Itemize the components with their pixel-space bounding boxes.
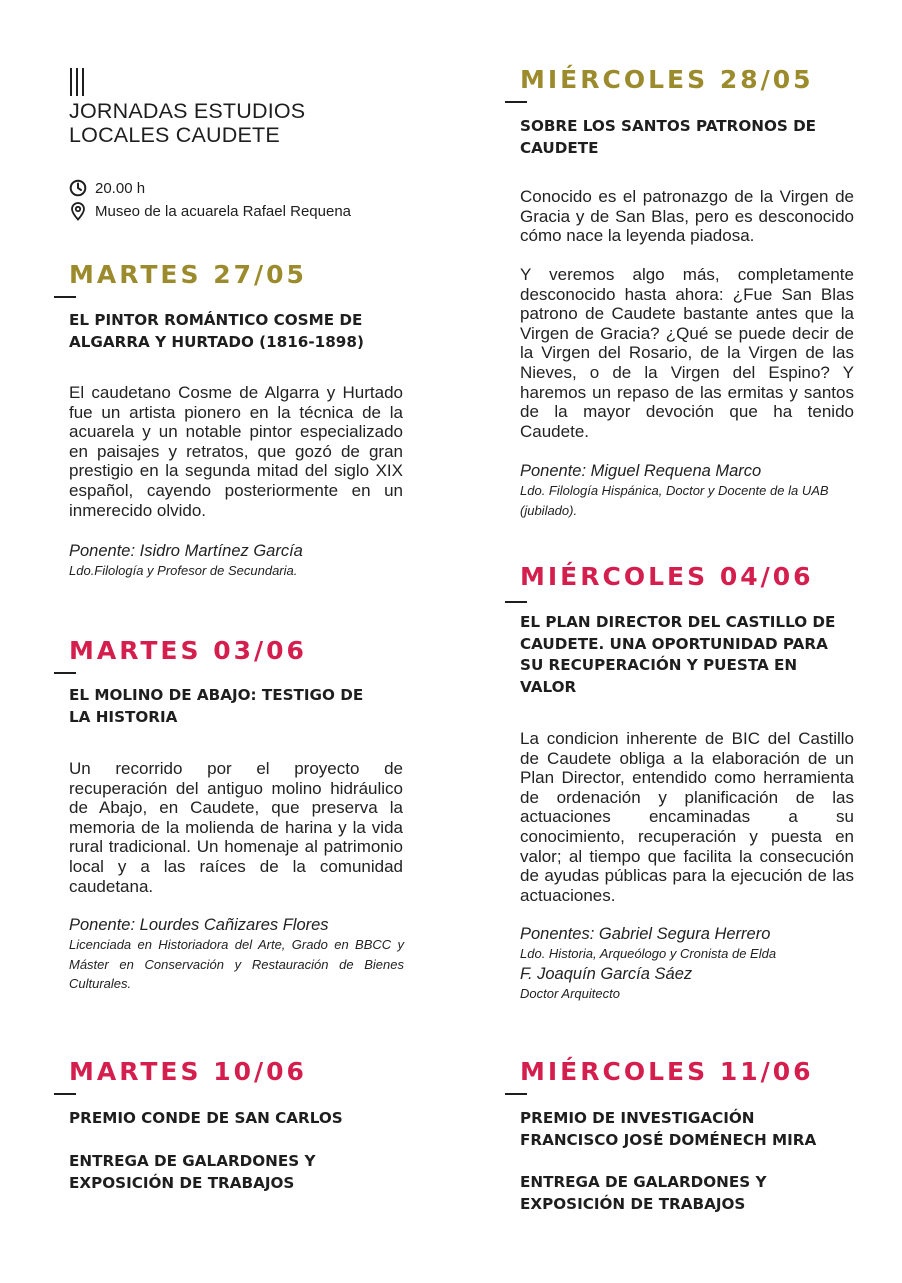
session-day: MARTES 10/06 [69, 1057, 307, 1086]
session-day: MIÉRCOLES 28/05 [520, 65, 814, 94]
event-location-text: Museo de la acuarela Rafael Requena [95, 202, 352, 220]
session-title-line: CAUDETE. UNA OPORTUNIDAD PARA [520, 634, 828, 653]
session-title-line: LA HISTORIA [69, 707, 178, 726]
speaker-name: Ponente: Isidro Martínez García [69, 542, 303, 560]
session-title-line: EL PLAN DIRECTOR DEL CASTILLO DE [520, 613, 836, 631]
session-subtitle-line: ENTREGA DE GALARDONES Y [69, 1152, 316, 1170]
session-speakers [69, 541, 409, 581]
speaker-name: F. Joaquín García Sáez [520, 964, 693, 983]
speaker-role: Ldo.Filología y Profesor de Secundaria. [69, 563, 298, 578]
roman-numeral-three [70, 68, 84, 96]
session-title [520, 116, 860, 159]
session-subtitle [520, 1172, 880, 1215]
session-description: La condicion inherente de BIC del Castillo de Caudete obliga a la elaboración de un Plan Director, entendido como herramienta de ordenación y planificación de las actuaciones encaminadas a su conocimiento, recuperación y puesta en valor; al tiempo que facilita la consecución de ayudas públicas para la ejecución de las actuaciones. [520, 729, 854, 905]
map-pin-icon [69, 201, 87, 221]
session-title [69, 1108, 429, 1130]
session-title-line: SOBRE LOS SANTOS PATRONOS DE [520, 117, 817, 135]
session-title [520, 612, 865, 698]
event-time-text: 20.00 h [95, 179, 146, 197]
session-title-line: CAUDETE [520, 138, 599, 157]
session-title-line: FRANCISCO JOSÉ DOMÉNECH MIRA [520, 1130, 817, 1149]
session-day: MARTES 03/06 [69, 636, 307, 665]
event-title [69, 99, 305, 147]
divider-dash [505, 101, 527, 103]
divider-dash [54, 672, 76, 674]
session-title-line: PREMIO DE INVESTIGACIÓN [520, 1109, 755, 1127]
session-subtitle-line: EXPOSICIÓN DE TRABAJOS [69, 1173, 295, 1192]
session-speakers [520, 461, 860, 520]
session-description: Y veremos algo más, completamente desconocido hasta ahora: ¿Fue San Blas patrono de Caudete bastante antes que la Virgen de Gracia? ¿Qué se puede decir de la Virgen del Rosario, de la Virgen de las Nieves, o de la Virgen del Espino? Y haremos un repaso de las ermitas y santos de la mayor devoción que ha tenido Caudete. [520, 265, 854, 441]
speaker-name: Ponente: Lourdes Cañizares Flores [69, 916, 329, 934]
session-subtitle-line: ENTREGA DE GALARDONES Y [520, 1173, 767, 1191]
speaker-name: Ponente: Miguel Requena Marco [520, 462, 762, 480]
session-description: Conocido es el patronazgo de la Virgen de Gracia y de San Blas, pero es desconocido cómo nace la leyenda piadosa. [520, 187, 854, 246]
session-martes-27-05 [69, 260, 404, 290]
session-martes-03-06 [69, 636, 404, 666]
session-miercoles-28-05 [520, 65, 855, 95]
speaker-role: Ldo. Filología Hispánica, Doctor y Docente de la UAB (jubilado). [520, 483, 829, 518]
session-title-line: EL PINTOR ROMÁNTICO COSME DE [69, 311, 363, 329]
divider-dash [505, 1093, 527, 1095]
session-speakers [520, 924, 865, 1003]
session-martes-10-06 [69, 1057, 404, 1087]
session-day: MIÉRCOLES 04/06 [520, 562, 814, 591]
session-title [69, 310, 409, 353]
divider-dash [54, 296, 76, 298]
session-title-line: PREMIO CONDE DE SAN CARLOS [69, 1109, 343, 1127]
session-subtitle-line: EXPOSICIÓN DE TRABAJOS [520, 1194, 746, 1213]
clock-icon [69, 179, 87, 197]
speaker-name: Ponentes: Gabriel Segura Herrero [520, 925, 771, 943]
divider-dash [505, 601, 527, 603]
session-speakers [69, 915, 404, 994]
event-location [69, 201, 351, 221]
divider-dash [54, 1093, 76, 1095]
session-description: El caudetano Cosme de Algarra y Hurtado fue un artista pionero en la técnica de la acuarela y un notable pintor especializado en paisajes y retratos, que gozó de gran prestigio en la segunda mitad del siglo XIX español, cayendo posteriormente en un inmerecido olvido. [69, 383, 403, 520]
speaker-role: Ldo. Historia, Arqueólogo y Cronista de Elda [520, 946, 777, 961]
speaker-role: Doctor Arquitecto [520, 985, 620, 1001]
session-miercoles-04-06 [520, 562, 855, 592]
session-title-line: VALOR [520, 677, 577, 696]
session-title-line: SU RECUPERACIÓN Y PUESTA EN [520, 656, 798, 674]
session-title-line: EL MOLINO DE ABAJO: TESTIGO DE [69, 686, 364, 704]
event-title-line-2: LOCALES CAUDETE [69, 123, 280, 147]
session-miercoles-11-06 [520, 1057, 855, 1087]
session-title-line: ALGARRA Y HURTADO (1816-1898) [69, 332, 364, 351]
session-description: Un recorrido por el proyecto de recuperación del antiguo molino hidráulico de Abajo, en Caudete, que preserva la memoria de la molienda de harina y la vida rural tradicional. Un homenaje al patrimonio local y a las raíces de la comunidad caudetana. [69, 759, 403, 896]
session-day: MARTES 27/05 [69, 260, 307, 289]
session-title [69, 685, 409, 728]
session-subtitle [69, 1151, 429, 1194]
session-title [520, 1108, 880, 1151]
speaker-role: Licenciada en Historiadora del Arte, Grado en BBCC y Máster en Conservación y Restauración de Bienes Culturales. [69, 937, 404, 991]
event-title-line-1: JORNADAS ESTUDIOS [69, 99, 306, 123]
event-time [69, 179, 145, 197]
session-day: MIÉRCOLES 11/06 [520, 1057, 814, 1086]
